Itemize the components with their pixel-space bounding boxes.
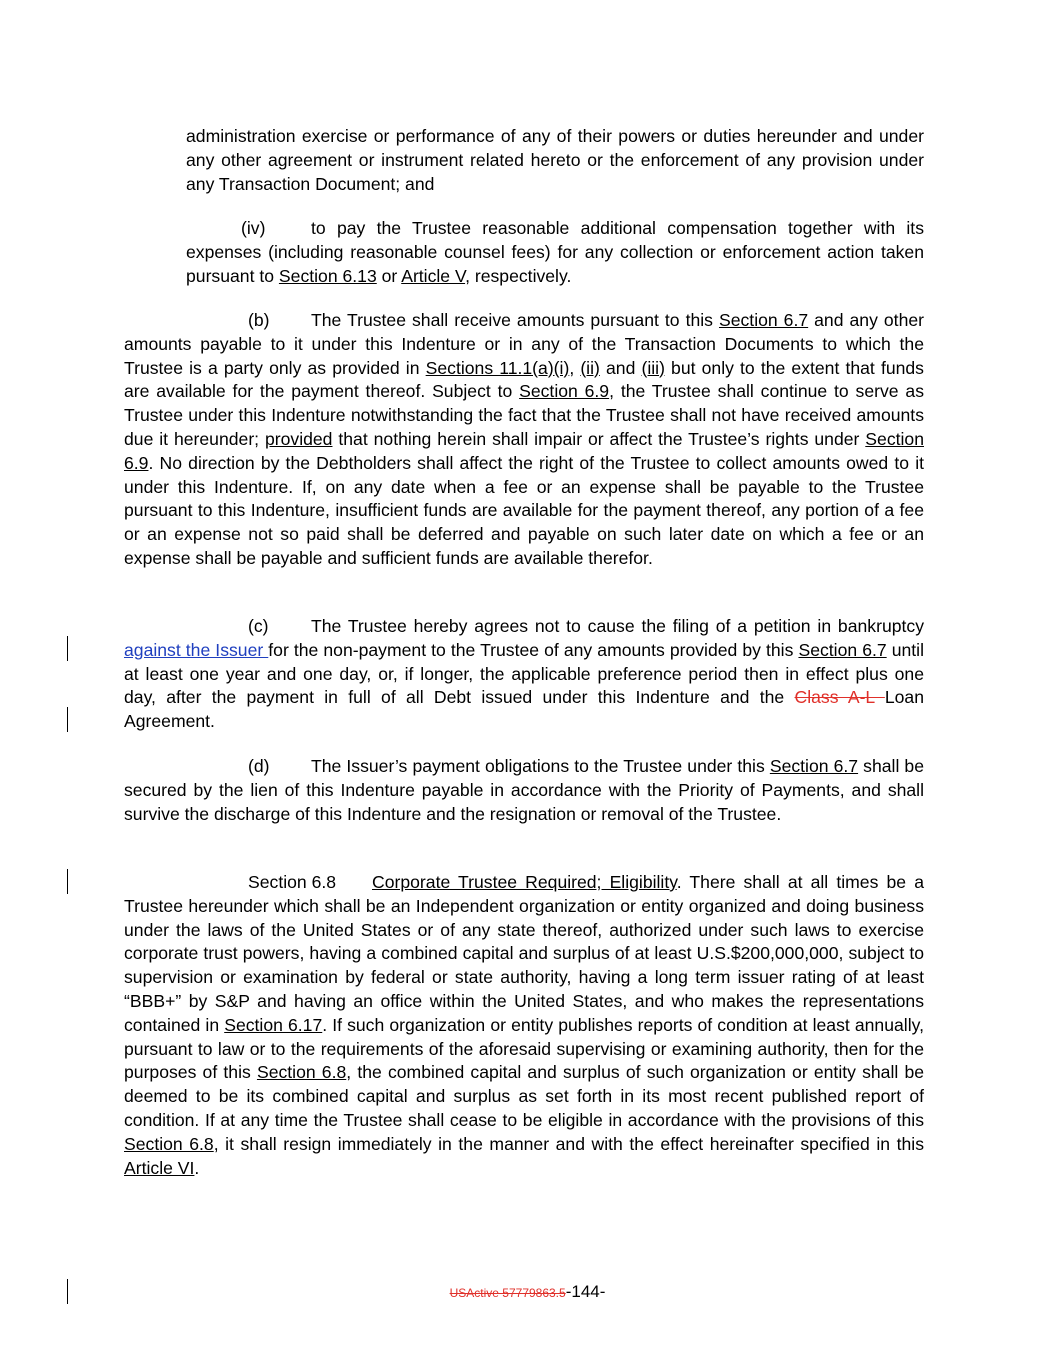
paragraph-text: administration exercise or performance of any of their powers or duties hereunder and under any other agreement or instrument related hereto or the enforcement of any provision under any Transaction Document; and [186,126,924,194]
text-run: , respectively. [465,265,572,286]
text-run: for the non-payment to the Trustee of any amounts provided by this [268,639,799,660]
text-run: The Trustee shall receive amounts pursuant to this [311,310,719,330]
text-run: , the combined capital and surplus of such organization or entity shall be deemed to be its combined capital and surplus as set forth in its most recent published report of condition. If at any time the Trustee shall cease to be eligible in accordance with the provisions of this [124,1062,925,1130]
paragraph-continuation [186,125,924,196]
section-number: Section 6.8 [248,872,337,892]
section-heading: Corporate Trustee Required; Eligibility [372,872,677,892]
text-run: to pay the Trustee reasonable additional compensation together with its expenses (including reasonable counsel fees) for any collection or enforcement action taken pursuant to [186,218,924,286]
clause-number: (b) [248,310,270,330]
cross-reference: Sections 11.1(a)(i) [425,357,570,378]
cross-reference: Article VI [124,1157,195,1178]
paragraph-d [124,755,924,826]
text-run: or [376,265,402,286]
text-run: Loan Agreement. [124,687,924,732]
text-run: that nothing herein shall impair or affect the Trustee’s rights under [332,428,866,449]
paragraph-c [124,615,924,734]
text-run: but only to the extent that funds are available for the payment thereof. Subject to [124,357,924,402]
paragraph-b [124,309,924,571]
change-bar [67,707,68,732]
text-run: . No direction by the Debtholders shall affect the right of the Trustee to collect amounts owed to it under this Indenture. If, on any date when a fee or an expense shall be payable to the Trustee pursuant to this Indenture, insufficient funds are available for the payment thereof, any portion of a fee or an expense not so paid shall be deferred and payable on such later date on which a fee or an expense shall be payable and sufficient funds are available therefor. [124,452,924,568]
cross-reference: (ii) [580,357,600,378]
text-run: , the Trustee shall continue to serve as Trustee under this Indenture notwithstanding the fact that the Trustee shall not have received amounts due it hereunder; [124,381,924,449]
text-run: until at least one year and one day, or, if longer, the applicable preference period then in effect plus one day, after the payment in full of all Debt issued under this Indenture and the [124,639,924,708]
text-run: and [599,357,642,378]
defined-term: provided [264,428,333,449]
cross-reference: Section 6.13 [278,265,377,286]
tracked-insertion: against the Issuer [124,639,269,660]
text-run: The Issuer’s payment obligations to the Trustee under this [311,756,770,776]
cross-reference: Section 6.8 [124,1133,214,1154]
clause-number: (c) [248,616,269,636]
section-6-8 [124,871,924,1180]
cross-reference: (iii) [641,357,665,378]
text-run: . If such organization or entity publishes reports of condition at least annually, pursuant to law or to the requirements of the aforesaid supervising or examining authority, then for the purposes of this [124,1014,924,1083]
clause-number: (d) [248,756,270,776]
cross-reference: Section 6.7 [718,310,809,330]
paragraph-iv [186,217,924,288]
text-run: . [194,1157,200,1178]
cross-reference: Section 6.7 [798,639,887,660]
tracked-deletion: Class A-L [794,687,885,708]
text-run: , [569,357,581,378]
text-run: The Trustee hereby agrees not to cause the filing of a petition in bankruptcy [311,616,924,636]
change-bar [67,869,68,894]
text-run: , it shall resign immediately in the manner and with the effect hereinafter specified in this [213,1133,924,1154]
clause-number: (iv) [241,218,266,238]
cross-reference: Section 6.9 [519,381,610,402]
change-bar [67,636,68,661]
text-run: . There shall at all times be a Trustee hereunder which shall be an Independent organization or entity organized and doing business under the laws of the United States or of any state thereof, authorized under such laws to exercise corporate trust powers, having a combined capital and surplus of at least U.S.$200,000,000, subject to supervision or examination by federal or state authority, having a long term issuer rating of at least “BBB+” by S&P and having an office within the United States, and who makes the representations contained in [124,872,924,1035]
text-run: shall be secured by the lien of this Indenture payable in accordance with the Priority of Payments, and shall survive the discharge of this Indenture and the resignation or removal of the Trustee. [124,756,925,824]
cross-reference: Article V [401,265,466,286]
cross-reference: Section 6.9 [124,428,924,473]
cross-reference: Section 6.17 [224,1014,323,1035]
cross-reference: Section 6.8 [256,1062,347,1083]
document-id-deleted: USActive 57779863.5 [449,1286,566,1300]
text-run: and any other amounts payable to it under this Indenture or in any of the Transaction Documents to which the Trustee is a party only as provided in [124,310,924,378]
page-footer [0,1281,1055,1304]
page-number: -144- [565,1282,606,1301]
cross-reference: Section 6.7 [769,756,859,776]
